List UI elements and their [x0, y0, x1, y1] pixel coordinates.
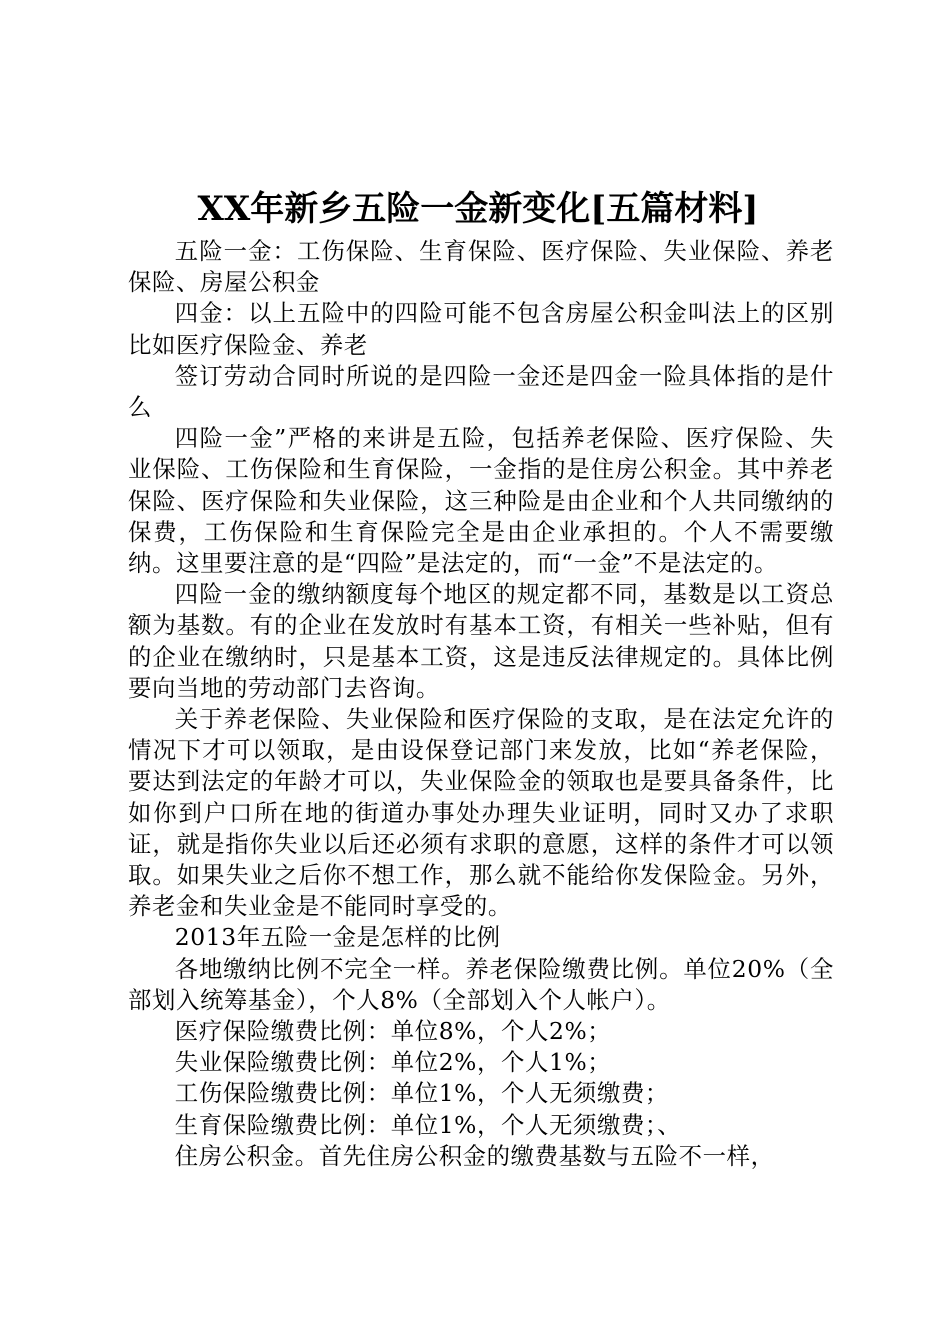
rate-line-maternity: 生育保险缴费比例：单位1%，个人无须缴费；、 [174, 1110, 682, 1139]
paragraph-four-funds: 四金：以上五险中的四险可能不包含房屋公积金叫法上的区别比如医疗保险金、养老 [128, 299, 834, 359]
document-title: XX年新乡五险一金新变化[五篇材料] [197, 189, 759, 229]
paragraph-insurance-explanation: 四险一金”严格的来讲是五险，包括养老保险、医疗保险、失业保险、工伤保险和生育保险，一金指的是住房公积金。其中养老保险、医疗保险和失业保险，这三种险是由企业和个人共同缴纳的保费，工伤保险和生育保险完全是由企业承担的。个人不需要缴纳。这里要注意的是“四险”是法定的，而“一金”不是法定的。 [128, 424, 834, 578]
paragraph-pension-ratio: 各地缴纳比例不完全一样。养老保险缴费比例。单位20%（全部划入统筹基金），个人8%（全部划入个人帐户）。 [128, 954, 834, 1014]
paragraph-payment-amount: 四险一金的缴纳额度每个地区的规定都不同，基数是以工资总额为基数。有的企业在发放时有基本工资，有相关一些补贴，但有的企业在缴纳时，只是基本工资，这是违反法律规定的。具体比例要向当地的劳动部门去咨询。 [128, 580, 834, 702]
document-body [128, 236, 834, 1172]
paragraph-five-insurances: 五险一金：工伤保险、生育保险、医疗保险、失业保险、养老保险、房屋公积金 [128, 237, 834, 297]
paragraph-withdrawal: 关于养老保险、失业保险和医疗保险的支取，是在法定允许的情况下才可以领取，是由设保登记部门来发放，比如“养老保险，要达到法定的年龄才可以，失业保险金的领取也是要具备条件，比如你到户口所在地的街道办事处办理失业证明，同时又办了求职证，就是指你失业以后还必须有求职的意愿，这样的条件才可以领取。如果失业之后你不想工作，那么就不能给你发保险金。另外，养老金和失业金是不能同时享受的。 [128, 705, 834, 921]
rate-line-housing-fund: 住房公积金。首先住房公积金的缴费基数与五险不一样， [174, 1141, 775, 1170]
paragraph-contract-question: 签订劳动合同时所说的是四险一金还是四金一险具体指的是什么 [128, 361, 834, 422]
rate-line-medical: 医疗保险缴费比例：单位8%，个人2%； [174, 1017, 612, 1046]
rate-line-unemployment: 失业保险缴费比例：单位2%，个人1%； [174, 1048, 612, 1077]
rate-line-injury: 工伤保险缴费比例：单位1%，个人无须缴费； [174, 1079, 669, 1108]
section-heading-2013-ratio: 2013年五险一金是怎样的比例 [174, 923, 501, 952]
